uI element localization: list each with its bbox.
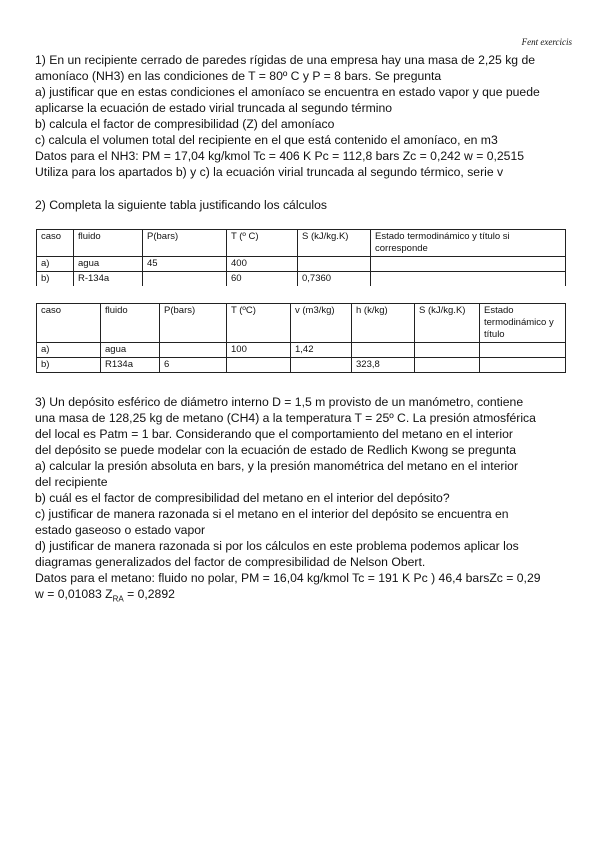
table-cell: 100 bbox=[227, 343, 291, 358]
table-cell: 400 bbox=[227, 257, 298, 272]
table-cell bbox=[480, 343, 566, 358]
problem-3-line: una masa de 128,25 kg de metano (CH4) a la temperatura T = 25º C. La presión atmosférica bbox=[35, 411, 536, 425]
table-header-cell: S (kJ/kg.K) bbox=[298, 230, 371, 257]
table-cell bbox=[352, 343, 415, 358]
table-cell bbox=[415, 358, 480, 373]
problem-1-line: amoníaco (NH3) en las condiciones de T = 80º C y P = 8 bars. Se pregunta bbox=[35, 69, 442, 83]
problem-1-line: c) calcula el volumen total del recipiente en el que está contenido el amoníaco, en m3 bbox=[35, 133, 498, 147]
problem-1 bbox=[35, 52, 575, 180]
table-cell: agua bbox=[74, 257, 143, 272]
table-cell bbox=[227, 358, 291, 373]
problem-3-line: b) cuál es el factor de compresibilidad del metano en el interior del depósito? bbox=[35, 491, 450, 505]
table-row bbox=[37, 230, 566, 257]
table-cell bbox=[298, 257, 371, 272]
table-header-cell: v (m3/kg) bbox=[291, 304, 352, 343]
page-header: Fent exercicis bbox=[521, 37, 572, 47]
problem-3-last-text: w = 0,01083 Z bbox=[35, 587, 113, 601]
problem-3-line: estado gaseoso o estado vapor bbox=[35, 523, 206, 537]
table-header-cell: S (kJ/kg.K) bbox=[415, 304, 480, 343]
table-cell: a) bbox=[37, 343, 101, 358]
table-header-cell: Estado termodinámico y título bbox=[480, 304, 566, 343]
problem-3-line: d) justificar de manera razonada si por los cálculos en este problema podemos aplicar los bbox=[35, 539, 519, 553]
problem-1-line: Datos para el NH3: PM = 17,04 kg/kmol Tc = 406 K Pc = 112,8 bars Zc = 0,242 w = 0,2515 bbox=[35, 149, 525, 163]
table-cell bbox=[371, 257, 566, 272]
table-2 bbox=[36, 303, 566, 373]
problem-3-line: c) justificar de manera razonada si el metano en el interior del depósito se encuentra en bbox=[35, 507, 509, 521]
table-header-cell: caso bbox=[37, 230, 74, 257]
table-header-cell: T (ºC) bbox=[227, 304, 291, 343]
table-row bbox=[37, 343, 566, 358]
table-header-cell: caso bbox=[37, 304, 101, 343]
table-header-cell: P(bars) bbox=[160, 304, 227, 343]
table-cell: b) bbox=[37, 358, 101, 373]
problem-1-line: a) justificar que en estas condiciones el amoníaco se encuentra en estado vapor y que puede bbox=[35, 85, 540, 99]
table-cell: 323,8 bbox=[352, 358, 415, 373]
table-1 bbox=[36, 229, 566, 287]
problem-3-line: del depósito se puede modelar con la ecuación de estado de Redlich Kwong se pregunta bbox=[35, 443, 517, 457]
table-row bbox=[37, 358, 566, 373]
table-cell: 6 bbox=[160, 358, 227, 373]
problem-3-line: Datos para el metano: fluido no polar, PM = 16,04 kg/kmol Tc = 191 K Pc ) 46,4 barsZc = 0,29 bbox=[35, 571, 541, 585]
problem-3-line: 3) Un depósito esférico de diámetro interno D = 1,5 m provisto de un manómetro, contiene bbox=[35, 395, 524, 409]
problem-2-title-text: 2) Completa la siguiente tabla justificando los cálculos bbox=[35, 198, 327, 212]
problem-2-title bbox=[35, 197, 575, 213]
problem-1-line: aplicarse la ecuación de estado virial truncada al segundo término bbox=[35, 101, 393, 115]
table-header-cell: fluido bbox=[101, 304, 160, 343]
table-cell: R-134a bbox=[74, 272, 143, 287]
table-cell bbox=[371, 272, 566, 287]
table-cell: agua bbox=[101, 343, 160, 358]
table-row bbox=[37, 257, 566, 272]
table-cell: 1,42 bbox=[291, 343, 352, 358]
problem-1-line: Utiliza para los apartados b) y c) la ecuación virial truncada al segundo térmico, serie v bbox=[35, 165, 504, 179]
table-header-cell: fluido bbox=[74, 230, 143, 257]
table-cell: a) bbox=[37, 257, 74, 272]
problem-1-line: 1) En un recipiente cerrado de paredes rígidas de una empresa hay una masa de 2,25 kg de bbox=[35, 53, 536, 67]
problem-3-last-line bbox=[35, 586, 575, 607]
problem-1-line: b) calcula el factor de compresibilidad (Z) del amoníaco bbox=[35, 117, 335, 131]
problem-3-line: diagramas generalizados del factor de compresibilidad de Nelson Obert. bbox=[35, 555, 426, 569]
table-cell bbox=[143, 272, 227, 287]
table-cell bbox=[160, 343, 227, 358]
table-header-cell: P(bars) bbox=[143, 230, 227, 257]
table-row bbox=[37, 304, 566, 343]
table-header-cell: Estado termodinámico y título si corresponde bbox=[371, 230, 566, 257]
table-cell: 0,7360 bbox=[298, 272, 371, 287]
table-cut-edge bbox=[0, 286, 600, 292]
table-cell: b) bbox=[37, 272, 74, 287]
z-subscript: RA bbox=[112, 594, 124, 604]
table-cell: 45 bbox=[143, 257, 227, 272]
table-cell bbox=[415, 343, 480, 358]
table-cell: 60 bbox=[227, 272, 298, 287]
table-cell bbox=[480, 358, 566, 373]
problem-3-line: a) calcular la presión absoluta en bars, y la presión manométrica del metano en el interior bbox=[35, 459, 519, 473]
table-header-cell: T (º C) bbox=[227, 230, 298, 257]
table-header-cell: h (k/kg) bbox=[352, 304, 415, 343]
problem-3-line: del local es Patm = 1 bar. Considerando que el comportamiento del metano en el interior bbox=[35, 427, 513, 441]
problem-3 bbox=[35, 394, 575, 607]
problem-3-last-value: = 0,2892 bbox=[123, 587, 175, 601]
table-row bbox=[37, 272, 566, 287]
table-cell bbox=[291, 358, 352, 373]
table-cell: R134a bbox=[101, 358, 160, 373]
problem-3-line: del recipiente bbox=[35, 475, 108, 489]
